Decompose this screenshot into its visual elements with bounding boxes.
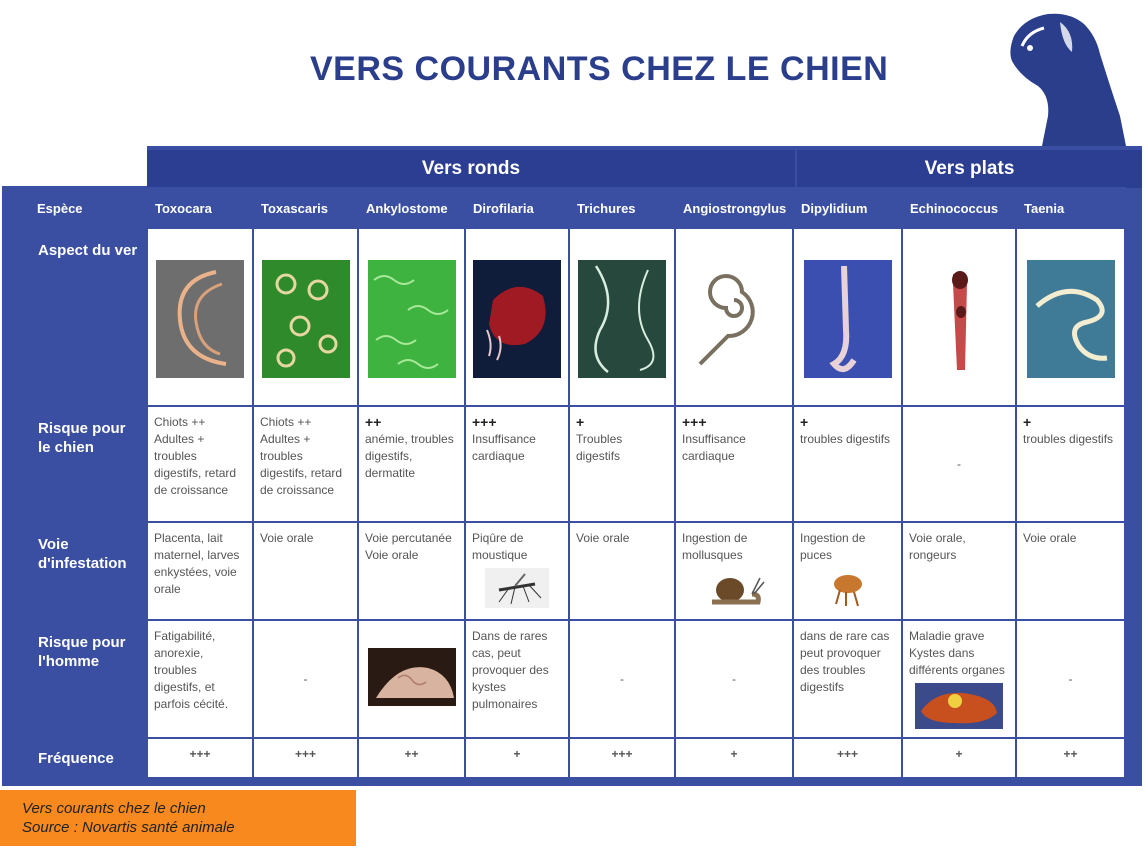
worm-photo-angiostrongylus xyxy=(675,228,793,406)
cell-risque-chien-dirofilaria xyxy=(465,406,569,522)
row-risque-chien xyxy=(29,406,1125,522)
cell-voie-ankylostome: Voie percutanée Voie orale xyxy=(358,522,465,620)
cell-risque-homme-dipylidium: dans de rare cas peut provoquer des troubles digestifs xyxy=(793,620,902,738)
cell-frequence-angiostrongylus: + xyxy=(675,738,793,778)
voie-text: Piqûre de moustique xyxy=(472,531,528,562)
row-label-frequence: Fréquence xyxy=(29,738,147,778)
page-title: VERS COURANTS CHEZ LE CHIEN xyxy=(310,50,889,88)
cell-risque-chien-ankylostome xyxy=(358,406,465,522)
cell-frequence-dirofilaria: + xyxy=(465,738,569,778)
row-label-risque-homme: Risque pour l'homme xyxy=(29,620,147,738)
cell-voie-echinococcus: Voie orale, rongeurs xyxy=(902,522,1016,620)
cell-voie-trichures: Voie orale xyxy=(569,522,675,620)
cell-risque-chien-trichures xyxy=(569,406,675,522)
dog-silhouette-icon xyxy=(1000,6,1140,156)
cell-voie-toxascaris: Voie orale xyxy=(253,522,358,620)
cell-risque-homme-dirofilaria: Dans de rares cas, peut provoquer des kystes pulmonaires xyxy=(465,620,569,738)
row-risque-homme xyxy=(29,620,1125,738)
cell-risque-homme-toxascaris: - xyxy=(253,620,358,738)
risk-level: + xyxy=(576,414,585,430)
group-header-vers-ronds: Vers ronds xyxy=(147,150,795,188)
cell-voie-taenia: Voie orale xyxy=(1016,522,1125,620)
risk-level: +++ xyxy=(472,414,497,430)
cell-voie-angiostrongylus xyxy=(675,522,793,620)
worm-photo-dipylidium xyxy=(793,228,902,406)
species-toxocara: Toxocara xyxy=(147,188,253,228)
cell-risque-chien-toxocara: Chiots ++ Adultes + troubles digestifs, retard de croissance xyxy=(147,406,253,522)
cyst-organ-photo xyxy=(915,683,1003,729)
risk-level: + xyxy=(800,414,809,430)
snail-icon xyxy=(702,568,766,608)
row-aspect xyxy=(29,228,1125,406)
species-taenia: Taenia xyxy=(1016,188,1125,228)
cell-risque-homme-ankylostome xyxy=(358,620,465,738)
row-frequence xyxy=(29,738,1125,778)
row-label-espece: Espèce xyxy=(29,188,147,228)
row-label-risque-chien: Risque pour le chien xyxy=(29,406,147,522)
row-label-voie: Voie d'infestation xyxy=(29,522,147,620)
cell-risque-chien-toxascaris: Chiots ++ Adultes + troubles digestifs, retard de croissance xyxy=(253,406,358,522)
cell-risque-homme-echinococcus xyxy=(902,620,1016,738)
voie-text: Ingestion de puces xyxy=(800,531,866,562)
worm-photo-dirofilaria xyxy=(465,228,569,406)
risk-level: +++ xyxy=(682,414,707,430)
caption-source: Source : Novartis santé animale xyxy=(22,819,235,836)
cell-frequence-toxocara: +++ xyxy=(147,738,253,778)
worm-photo-toxascaris xyxy=(253,228,358,406)
worm-photo-trichures xyxy=(569,228,675,406)
cell-frequence-ankylostome: ++ xyxy=(358,738,465,778)
caption-title: Vers courants chez le chien xyxy=(22,800,206,817)
risk-text: troubles digestifs xyxy=(800,432,891,446)
risk-level: ++ xyxy=(365,414,382,430)
panel-corner xyxy=(2,146,147,186)
cell-risque-chien-taenia xyxy=(1016,406,1125,522)
caption-box xyxy=(0,790,356,846)
risk-text: troubles digestifs xyxy=(1023,432,1114,446)
cell-frequence-dipylidium: +++ xyxy=(793,738,902,778)
species-angiostrongylus: Angiostrongylus xyxy=(675,188,793,228)
worm-photo-ankylostome xyxy=(358,228,465,406)
species-dipylidium: Dipylidium xyxy=(793,188,902,228)
worm-photo-taenia xyxy=(1016,228,1125,406)
species-echinococcus: Echinococcus xyxy=(902,188,1016,228)
cell-voie-toxocara: Placenta, lait maternel, larves enkystées, voie orale xyxy=(147,522,253,620)
cell-voie-dirofilaria xyxy=(465,522,569,620)
cell-voie-dipylidium xyxy=(793,522,902,620)
cell-risque-chien-dipylidium xyxy=(793,406,902,522)
species-ankylostome: Ankylostome xyxy=(358,188,465,228)
cell-risque-chien-echinococcus: - xyxy=(902,406,1016,522)
species-dirofilaria: Dirofilaria xyxy=(465,188,569,228)
skin-lesion-photo xyxy=(368,648,456,706)
cell-frequence-taenia: ++ xyxy=(1016,738,1125,778)
cell-risque-homme-angiostrongylus: - xyxy=(675,620,793,738)
group-header-vers-plats: Vers plats xyxy=(797,150,1142,188)
cell-risque-homme-trichures: - xyxy=(569,620,675,738)
cell-risque-homme-toxocara: Fatigabilité, anorexie, troubles digestifs, et parfois cécité. xyxy=(147,620,253,738)
cell-frequence-toxascaris: +++ xyxy=(253,738,358,778)
worm-photo-echinococcus xyxy=(902,228,1016,406)
species-trichures: Trichures xyxy=(569,188,675,228)
risque-homme-text: Maladie grave Kystes dans différents organes xyxy=(909,629,1005,677)
row-espece xyxy=(29,188,1125,228)
row-voie xyxy=(29,522,1125,620)
cell-risque-homme-taenia: - xyxy=(1016,620,1125,738)
cell-risque-chien-angiostrongylus xyxy=(675,406,793,522)
worm-photo-toxocara xyxy=(147,228,253,406)
species-toxascaris: Toxascaris xyxy=(253,188,358,228)
mosquito-icon xyxy=(485,568,549,608)
flea-icon xyxy=(826,568,870,608)
risk-text: Insuffisance cardiaque xyxy=(472,432,536,463)
cell-frequence-trichures: +++ xyxy=(569,738,675,778)
risk-level: + xyxy=(1023,414,1032,430)
voie-text: Ingestion de mollusques xyxy=(682,531,748,562)
risk-text: Troubles digestifs xyxy=(576,432,623,463)
risk-text: anémie, troubles digestifs, dermatite xyxy=(365,432,454,480)
risk-text: Insuffisance cardiaque xyxy=(682,432,746,463)
row-label-aspect: Aspect du ver xyxy=(29,228,147,406)
cell-frequence-echinococcus: + xyxy=(902,738,1016,778)
worm-table xyxy=(28,187,1126,779)
